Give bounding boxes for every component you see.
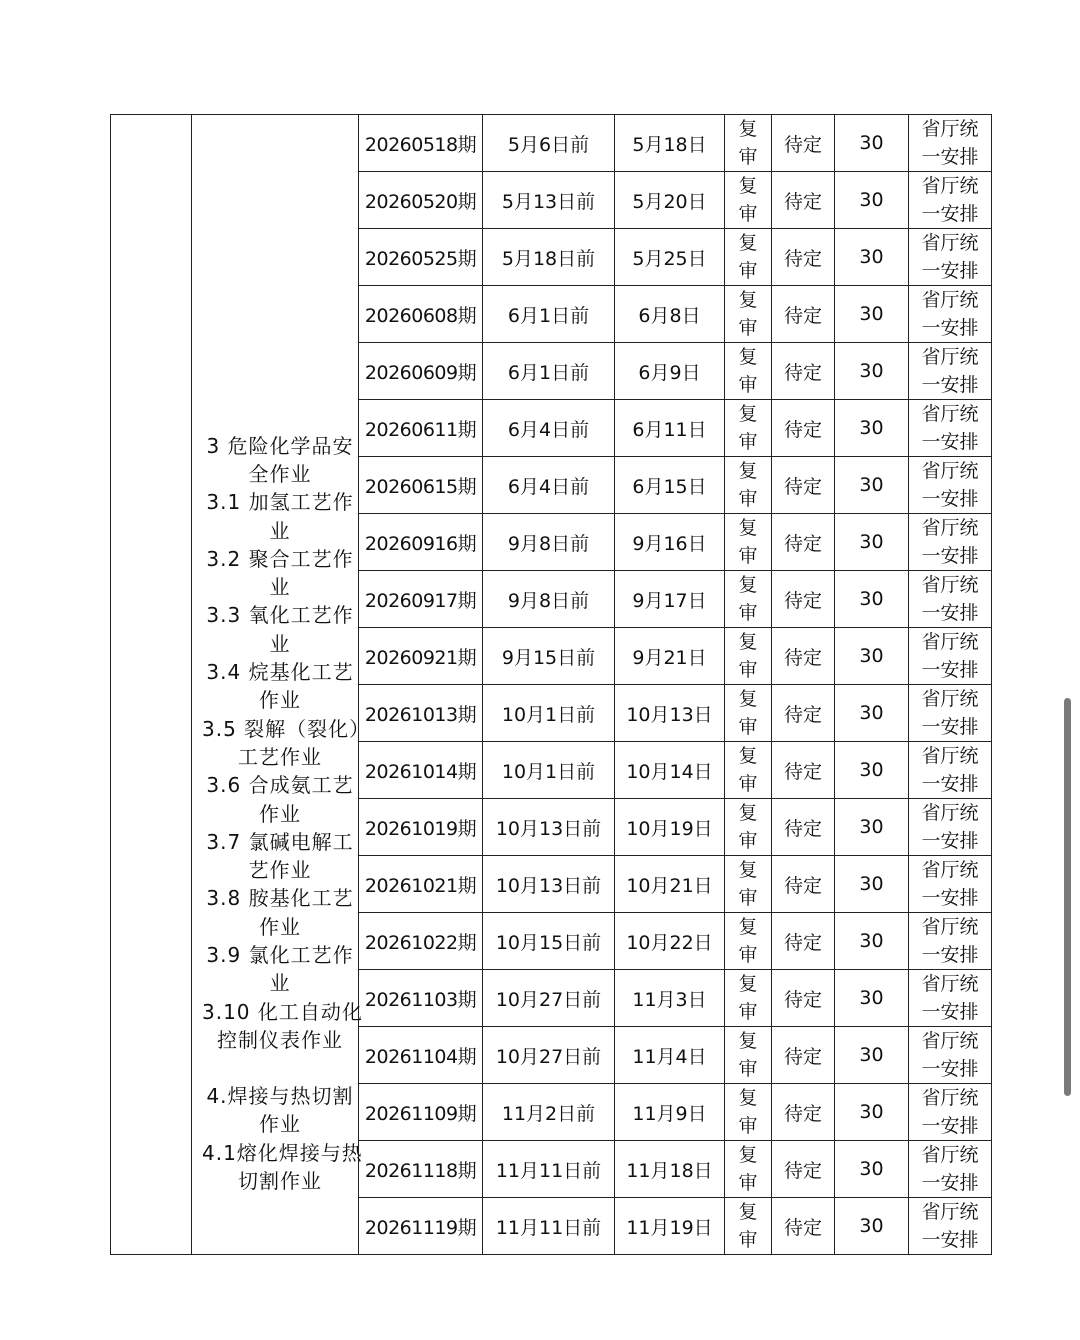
note-cell (909, 799, 992, 856)
category-line: 3.9 氯化工艺作 (206, 942, 354, 967)
exam-type-cell-line: 复 (738, 232, 758, 254)
exam-time-cell: 待定 (772, 286, 835, 343)
registration-deadline-cell: 10月15日前 (483, 913, 615, 970)
exam-type-cell-line: 审 (738, 1001, 758, 1023)
exam-type-cell-line: 复 (738, 1030, 758, 1052)
vertical-scrollbar[interactable] (1064, 698, 1071, 1096)
exam-date-cell: 11月3日 (615, 970, 725, 1027)
registration-deadline-cell: 5月18日前 (483, 229, 615, 286)
category-spacer (202, 1054, 358, 1082)
period-cell: 20260525期 (359, 229, 483, 286)
exam-date-cell: 6月11日 (615, 400, 725, 457)
exam-type-cell (725, 856, 772, 913)
note-cell-line: 省厅统 (921, 1144, 979, 1166)
registration-deadline-cell: 6月1日前 (483, 343, 615, 400)
exam-type-cell (725, 457, 772, 514)
exam-type-cell (725, 400, 772, 457)
registration-deadline-cell: 10月1日前 (483, 685, 615, 742)
registration-deadline-cell: 9月8日前 (483, 514, 615, 571)
registration-deadline-cell: 11月2日前 (483, 1084, 615, 1141)
note-cell (909, 1084, 992, 1141)
category-line: 3.2 聚合工艺作 (206, 546, 354, 571)
note-cell-line: 一安排 (921, 545, 979, 567)
exam-type-cell-line: 复 (738, 175, 758, 197)
period-cell: 20261119期 (359, 1198, 483, 1255)
exam-time-cell: 待定 (772, 628, 835, 685)
exam-type-cell-line: 审 (738, 1058, 758, 1080)
exam-type-cell-line: 复 (738, 802, 758, 824)
exam-date-cell: 5月18日 (615, 115, 725, 172)
exam-date-cell: 6月15日 (615, 457, 725, 514)
registration-deadline-cell: 11月11日前 (483, 1141, 615, 1198)
exam-type-cell-line: 审 (738, 887, 758, 909)
registration-deadline-cell: 11月11日前 (483, 1198, 615, 1255)
period-cell: 20261022期 (359, 913, 483, 970)
registration-deadline-cell: 6月4日前 (483, 400, 615, 457)
exam-date-cell: 10月21日 (615, 856, 725, 913)
exam-type-cell (725, 286, 772, 343)
capacity-cell: 30 (835, 742, 909, 799)
note-cell (909, 457, 992, 514)
note-cell-line: 省厅统 (921, 745, 979, 767)
note-cell (909, 1198, 992, 1255)
note-cell (909, 742, 992, 799)
note-cell-line: 省厅统 (921, 346, 979, 368)
period-cell: 20261109期 (359, 1084, 483, 1141)
exam-type-cell-line: 审 (738, 203, 758, 225)
capacity-cell: 30 (835, 286, 909, 343)
capacity-cell: 30 (835, 970, 909, 1027)
exam-time-cell: 待定 (772, 1084, 835, 1141)
exam-type-cell (725, 628, 772, 685)
exam-type-cell-line: 审 (738, 488, 758, 510)
exam-date-cell: 6月9日 (615, 343, 725, 400)
note-cell-line: 一安排 (921, 1115, 979, 1137)
exam-type-cell (725, 343, 772, 400)
exam-date-cell: 11月9日 (615, 1084, 725, 1141)
note-cell (909, 856, 992, 913)
category-line: 3.5 裂解（裂化） (202, 716, 371, 741)
registration-deadline-cell: 10月13日前 (483, 856, 615, 913)
registration-deadline-cell: 10月27日前 (483, 970, 615, 1027)
exam-type-cell-line: 审 (738, 1229, 758, 1251)
category-line: 艺作业 (248, 858, 312, 883)
note-cell-line: 省厅统 (921, 631, 979, 653)
note-cell (909, 172, 992, 229)
exam-type-cell (725, 742, 772, 799)
note-cell-line: 一安排 (921, 374, 979, 396)
exam-type-cell-line: 复 (738, 289, 758, 311)
exam-type-cell-line: 复 (738, 688, 758, 710)
exam-date-cell: 5月20日 (615, 172, 725, 229)
exam-time-cell: 待定 (772, 856, 835, 913)
exam-type-cell (725, 913, 772, 970)
capacity-cell: 30 (835, 1027, 909, 1084)
exam-type-cell-line: 审 (738, 1172, 758, 1194)
category-line: 工艺作业 (238, 744, 322, 769)
period-cell: 20260615期 (359, 457, 483, 514)
category-line: 控制仪表作业 (217, 1027, 343, 1052)
period-cell: 20260609期 (359, 343, 483, 400)
exam-type-cell-line: 复 (738, 118, 758, 140)
exam-time-cell: 待定 (772, 913, 835, 970)
period-cell: 20260916期 (359, 514, 483, 571)
exam-type-cell-line: 审 (738, 659, 758, 681)
capacity-cell: 30 (835, 229, 909, 286)
exam-type-cell (725, 514, 772, 571)
exam-type-cell-line: 审 (738, 260, 758, 282)
exam-type-cell-line: 审 (738, 545, 758, 567)
exam-schedule-body (111, 115, 992, 1255)
registration-deadline-cell: 5月6日前 (483, 115, 615, 172)
exam-time-cell: 待定 (772, 1027, 835, 1084)
note-cell-line: 省厅统 (921, 403, 979, 425)
exam-date-cell: 9月21日 (615, 628, 725, 685)
note-cell (909, 115, 992, 172)
exam-time-cell: 待定 (772, 514, 835, 571)
note-cell-line: 省厅统 (921, 859, 979, 881)
capacity-cell: 30 (835, 1141, 909, 1198)
category-line: 3.1 加氢工艺作 (206, 490, 354, 515)
capacity-cell: 30 (835, 799, 909, 856)
capacity-cell: 30 (835, 457, 909, 514)
exam-type-cell (725, 571, 772, 628)
note-cell (909, 628, 992, 685)
exam-type-cell-line: 审 (738, 431, 758, 453)
registration-deadline-cell: 9月15日前 (483, 628, 615, 685)
category-line: 3 危险化学品安 (206, 433, 354, 458)
note-cell-line: 一安排 (921, 716, 979, 738)
period-cell: 20261019期 (359, 799, 483, 856)
registration-deadline-cell: 10月1日前 (483, 742, 615, 799)
note-cell-line: 省厅统 (921, 232, 979, 254)
exam-time-cell: 待定 (772, 400, 835, 457)
note-cell-line: 一安排 (921, 317, 979, 339)
category-line: 业 (269, 631, 291, 656)
category-line: 作业 (259, 1112, 301, 1137)
period-cell: 20261118期 (359, 1141, 483, 1198)
job-category-cell (192, 115, 371, 1255)
capacity-cell: 30 (835, 571, 909, 628)
note-cell-line: 一安排 (921, 431, 979, 453)
note-cell-line: 省厅统 (921, 688, 979, 710)
capacity-cell: 30 (835, 172, 909, 229)
registration-deadline-cell: 6月4日前 (483, 457, 615, 514)
exam-type-cell (725, 799, 772, 856)
exam-date-cell: 10月19日 (615, 799, 725, 856)
exam-time-cell: 待定 (772, 571, 835, 628)
exam-type-cell (725, 1198, 772, 1255)
note-cell (909, 286, 992, 343)
note-cell-line: 一安排 (921, 659, 979, 681)
exam-type-cell-line: 复 (738, 631, 758, 653)
capacity-cell: 30 (835, 400, 909, 457)
exam-date-cell: 11月4日 (615, 1027, 725, 1084)
exam-type-cell-line: 复 (738, 346, 758, 368)
note-cell-line: 省厅统 (921, 574, 979, 596)
period-cell: 20261104期 (359, 1027, 483, 1084)
exam-date-cell: 9月17日 (615, 571, 725, 628)
exam-date-cell: 10月14日 (615, 742, 725, 799)
note-cell-line: 省厅统 (921, 118, 979, 140)
period-cell: 20261013期 (359, 685, 483, 742)
exam-type-cell-line: 复 (738, 745, 758, 767)
registration-deadline-cell: 10月27日前 (483, 1027, 615, 1084)
exam-date-cell: 10月22日 (615, 913, 725, 970)
note-cell-line: 一安排 (921, 773, 979, 795)
category-line: 业 (269, 518, 291, 543)
note-cell (909, 1141, 992, 1198)
exam-type-cell-line: 审 (738, 146, 758, 168)
exam-type-cell-line: 复 (738, 517, 758, 539)
category-line: 3.10 化工自动化 (202, 999, 363, 1024)
period-cell: 20260520期 (359, 172, 483, 229)
registration-deadline-cell: 5月13日前 (483, 172, 615, 229)
period-cell: 20261021期 (359, 856, 483, 913)
note-cell-line: 省厅统 (921, 916, 979, 938)
exam-type-cell-line: 复 (738, 460, 758, 482)
capacity-cell: 30 (835, 628, 909, 685)
exam-time-cell: 待定 (772, 343, 835, 400)
exam-type-cell (725, 1027, 772, 1084)
table-row (111, 115, 992, 172)
exam-time-cell: 待定 (772, 115, 835, 172)
note-cell-line: 一安排 (921, 260, 979, 282)
registration-deadline-cell: 9月8日前 (483, 571, 615, 628)
category-line: 切割作业 (238, 1169, 322, 1194)
exam-time-cell: 待定 (772, 1141, 835, 1198)
capacity-cell: 30 (835, 514, 909, 571)
exam-type-cell-line: 复 (738, 916, 758, 938)
exam-type-cell (725, 1084, 772, 1141)
exam-type-cell (725, 685, 772, 742)
exam-type-cell (725, 229, 772, 286)
period-cell: 20261014期 (359, 742, 483, 799)
capacity-cell: 30 (835, 343, 909, 400)
period-cell: 20260608期 (359, 286, 483, 343)
category-line: 4.焊接与热切割 (206, 1084, 354, 1109)
period-cell: 20260917期 (359, 571, 483, 628)
category-line: 3.3 氧化工艺作 (206, 603, 354, 628)
capacity-cell: 30 (835, 115, 909, 172)
period-cell: 20260921期 (359, 628, 483, 685)
exam-type-cell-line: 审 (738, 374, 758, 396)
note-cell-line: 省厅统 (921, 802, 979, 824)
capacity-cell: 30 (835, 856, 909, 913)
registration-deadline-cell: 6月1日前 (483, 286, 615, 343)
category-line: 业 (269, 575, 291, 600)
period-cell: 20260518期 (359, 115, 483, 172)
exam-type-cell-line: 审 (738, 1115, 758, 1137)
period-cell: 20260611期 (359, 400, 483, 457)
note-cell-line: 一安排 (921, 1172, 979, 1194)
note-cell-line: 省厅统 (921, 517, 979, 539)
note-cell (909, 343, 992, 400)
note-cell-line: 省厅统 (921, 973, 979, 995)
exam-date-cell: 5月25日 (615, 229, 725, 286)
exam-type-cell-line: 审 (738, 602, 758, 624)
note-cell-line: 省厅统 (921, 1030, 979, 1052)
registration-deadline-cell: 10月13日前 (483, 799, 615, 856)
exam-type-cell (725, 1141, 772, 1198)
capacity-cell: 30 (835, 913, 909, 970)
capacity-cell: 30 (835, 685, 909, 742)
note-cell-line: 省厅统 (921, 1201, 979, 1223)
exam-type-cell-line: 复 (738, 1144, 758, 1166)
exam-type-cell-line: 审 (738, 944, 758, 966)
exam-time-cell: 待定 (772, 742, 835, 799)
exam-type-cell-line: 复 (738, 973, 758, 995)
note-cell-line: 一安排 (921, 830, 979, 852)
exam-type-cell-line: 复 (738, 574, 758, 596)
exam-type-cell-line: 审 (738, 773, 758, 795)
note-cell-line: 省厅统 (921, 460, 979, 482)
category-line: 作业 (259, 914, 301, 939)
category-line: 全作业 (248, 461, 312, 486)
note-cell-line: 一安排 (921, 488, 979, 510)
note-cell-line: 一安排 (921, 1058, 979, 1080)
exam-type-cell-line: 复 (738, 1201, 758, 1223)
category-line: 作业 (259, 688, 301, 713)
note-cell-line: 一安排 (921, 146, 979, 168)
category-line: 作业 (259, 801, 301, 826)
exam-type-cell-line: 审 (738, 830, 758, 852)
capacity-cell: 30 (835, 1084, 909, 1141)
exam-type-cell-line: 复 (738, 403, 758, 425)
period-cell: 20261103期 (359, 970, 483, 1027)
note-cell-line: 省厅统 (921, 1087, 979, 1109)
note-cell (909, 685, 992, 742)
exam-time-cell: 待定 (772, 685, 835, 742)
exam-date-cell: 10月13日 (615, 685, 725, 742)
note-cell (909, 970, 992, 1027)
exam-date-cell: 6月8日 (615, 286, 725, 343)
exam-date-cell: 9月16日 (615, 514, 725, 571)
note-cell-line: 一安排 (921, 887, 979, 909)
note-cell-line: 省厅统 (921, 175, 979, 197)
capacity-cell: 30 (835, 1198, 909, 1255)
exam-time-cell: 待定 (772, 970, 835, 1027)
category-line: 3.7 氯碱电解工 (206, 829, 354, 854)
note-cell (909, 571, 992, 628)
exam-type-cell (725, 970, 772, 1027)
exam-type-cell-line: 审 (738, 317, 758, 339)
note-cell (909, 1027, 992, 1084)
exam-time-cell: 待定 (772, 457, 835, 514)
note-cell-line: 一安排 (921, 602, 979, 624)
exam-type-cell-line: 复 (738, 1087, 758, 1109)
blank-merged-cell (111, 115, 192, 1255)
category-line: 3.4 烷基化工艺 (206, 660, 354, 685)
exam-schedule-table (110, 114, 992, 1255)
exam-date-cell: 11月19日 (615, 1198, 725, 1255)
note-cell-line: 一安排 (921, 1001, 979, 1023)
note-cell-line: 一安排 (921, 1229, 979, 1251)
note-cell (909, 229, 992, 286)
note-cell (909, 514, 992, 571)
exam-date-cell: 11月18日 (615, 1141, 725, 1198)
note-cell-line: 一安排 (921, 944, 979, 966)
exam-type-cell (725, 172, 772, 229)
note-cell (909, 913, 992, 970)
exam-time-cell: 待定 (772, 172, 835, 229)
exam-type-cell-line: 复 (738, 859, 758, 881)
category-line: 3.6 合成氨工艺 (206, 773, 354, 798)
category-line: 4.1熔化焊接与热 (202, 1140, 363, 1165)
exam-type-cell (725, 115, 772, 172)
exam-type-cell-line: 审 (738, 716, 758, 738)
note-cell-line: 一安排 (921, 203, 979, 225)
category-line: 3.8 胺基化工艺 (206, 886, 354, 911)
exam-time-cell: 待定 (772, 229, 835, 286)
note-cell (909, 400, 992, 457)
category-line: 业 (269, 971, 291, 996)
note-cell-line: 省厅统 (921, 289, 979, 311)
exam-time-cell: 待定 (772, 1198, 835, 1255)
exam-time-cell: 待定 (772, 799, 835, 856)
